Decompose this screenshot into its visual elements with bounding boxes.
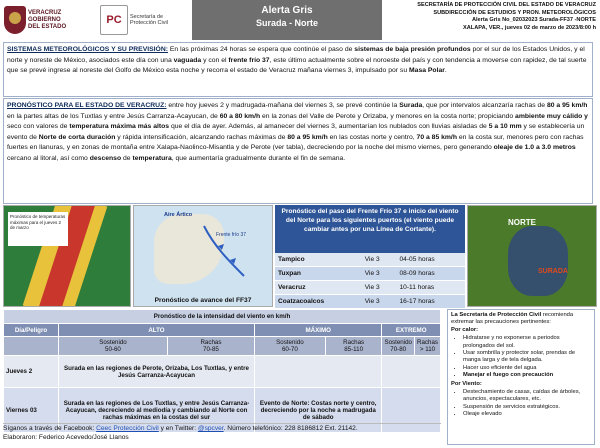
text-bold: 70 a 85 km/h [416,133,457,141]
col-alto: ALTO [59,324,255,337]
text: , este último actualmente sobre el noroeste del país y con tendencia a moverse con rapidez, de tal suerte que se prevé ingrese al noreste del Golfo de México esta noche y recorra el estado de Veracruz mañana viernes 3, impulsado por su [7,56,587,74]
port-name: Tuxpan [275,267,362,281]
ports-table-body [275,253,465,309]
footer-text: . Número telefónico: 228 8186812 Ext. 21142. [223,425,358,432]
wind-intensity-table [3,309,441,422]
pc-logo [100,3,170,37]
row-alto: Surada en las regiones de Perote, Orizaba, Los Tuxtlas, y entre Jesús Carranza-Acayucan [59,356,255,388]
ports-table [275,205,465,307]
sub-header: Sostenido 60-70 [254,337,325,356]
text: de [121,154,133,162]
wind-list [451,389,591,419]
heat-list [451,335,591,379]
header-line-4: XALAPA, VER., jueves 02 de marzo de 2023/8:00 h [463,24,596,31]
front-line-icon [134,206,272,306]
text: seco con valores de [7,123,70,130]
footer [3,423,441,446]
col-maximo: MÁXIMO [254,324,381,337]
text-bold: 60 a 80 km/h [219,112,261,120]
maps-row [3,205,597,308]
port-hours: 10-11 horas [397,281,466,295]
wind-title: Por Viento: [451,380,482,387]
alert-title: Alerta Gris [261,5,313,16]
text: y se establecería un evento de [7,123,585,141]
veracruz-logo [4,3,74,37]
sub-header: Rachas 85-110 [325,337,382,356]
port-name: Veracruz [275,281,362,295]
list-item: • Manejar el fuego con precaución [463,372,591,379]
temperature-map-legend: Pronóstico de temperaturas máximas para el jueves 2 de marzo [8,212,68,246]
sistemas-title: SISTEMAS METEOROLÓGICOS Y SU PREVISIÓN: [7,46,169,53]
header-line-3: Alerta Gris No_02032023 Surada-FF37 -NORTE [471,17,596,24]
footer-text: Síganos a través de Facebook: [3,425,97,432]
list-item: • Hidratarse y no exponerse a periodos prolongados del sol. [463,335,591,350]
sistemas-section [3,42,593,97]
header [0,0,600,41]
arctic-air-label: Aire Ártico [164,212,193,218]
text: en la zonas del Valle de Perote y Orizaba, y menores en la costa norte; propiciando [260,112,516,120]
text-bold: Surada [399,102,423,109]
text: y rápida intensificación, alcanzando rachas máximas de [115,133,288,141]
text-bold: 80 a 95 km/h [546,102,588,109]
alert-banner [192,0,382,40]
table-row [275,281,465,295]
ports-table-header: Pronóstico del paso del Frente Frío 37 e inicio del viento del Norte para los siguientes puertos (el viento puede cambiar antes por una Línea de Cortante). [275,205,465,253]
front-label: Frente frío 37 [216,232,247,238]
table-row [275,295,465,309]
header-line-2: SUBDIRECCIÓN DE ESTUDIOS Y PRON. METEOROLÓGICOS [433,9,596,16]
port-name: Coatzacoalcos [275,295,362,309]
text-bold: ambiente muy cálido y [515,112,588,120]
text: y con el [201,56,229,64]
list-item: • Oleaje elevado [463,411,591,418]
table-row [275,253,465,267]
text-bold: temperatura máxima más altos [69,123,170,130]
text-bold: frente frío 37 [228,56,270,64]
text: En las próximas 24 horas se espera que continúe el paso de [168,46,355,53]
port-hours: 08-09 horas [397,267,466,281]
port-day: Vie 3 [362,295,397,309]
table-row [275,267,465,281]
row-day: Viernes 03 [4,388,59,433]
col-extremo: EXTREMO [382,324,441,337]
heat-title: Por calor: [451,326,479,333]
wind-table-title: Pronóstico de la intensidad del viento en km/h [4,310,441,324]
text-bold: 5 a 10 mm [488,123,522,130]
text-bold: Masa Polar [409,67,445,74]
port-day: Vie 3 [362,281,397,295]
norte-label: NORTE [508,218,536,227]
facebook-link[interactable]: Ceec Protección Civil [96,425,159,432]
sub-header: Sostenido 50-60 [59,337,168,356]
list-item: • Hacer uso eficiente del agua [463,365,591,372]
text: que el día de ayer. Además, al amanecer del viernes 3, aumentarían los nublados con lluvias aisladas de [169,123,489,130]
row-alto: Surada en las regiones de Los Tuxtlas, y entre Jesús Carranza-Acayucan, decreciendo al mediodía y cambiando al Norte con rachas máximas en la costas del sur [59,388,255,433]
text-bold: descenso [89,154,122,162]
front-map-caption: Pronóstico de avance del FF37 [154,297,252,304]
row-maximo: Evento de Norte: Costas norte y centro, decreciendo por la noche a madrugada de sábado [254,388,381,433]
text-bold: vaguada [173,56,202,64]
text: en la costa sur, menores pero con rachas fuertes en llanuras, y en zonas de montaña entre Xalapa-Naolinco-Misantla y de Perote (ver tabla), decreciendo por la noche del mismo viernes, pero generando [7,133,584,151]
logo2-text: Secretaría de Protección Civil [130,13,168,26]
header-info [382,2,596,32]
pc-logo-mark: PC [100,5,128,35]
rec-intro-text: recomienda extremar las precauciones pertinentes: [451,312,574,326]
list-item: • Destechamiento de casas, caídas de árboles, anuncios, espectaculares, etc. [463,389,591,404]
twitter-link[interactable]: @spcver [197,425,224,432]
recommendations-box [447,309,595,445]
surada-label: SURADA [538,268,568,275]
rec-intro [451,312,591,327]
port-name: Tampico [275,253,362,267]
port-hours: 16-17 horas [397,295,466,309]
sub-header: Rachas 70-85 [167,337,254,356]
col-day: Día/Peligro [4,324,59,337]
row-day: Jueves 2 [4,356,59,388]
authors: Elaboraron: Federico Acevedo/José Llanos [3,434,129,441]
text: entre hoy jueves 2 y madrugada-mañana del viernes 3, se prevé continúe la [166,102,400,109]
table-row [4,356,441,388]
text-bold: 80 a 95 km/h [287,133,328,141]
port-day: Vie 3 [362,267,397,281]
pronostico-section [3,98,593,204]
header-line-1: SECRETARÍA DE PROTECCIÓN CIVIL DEL ESTADO DE VERACRUZ [417,2,596,8]
text-bold: Norte de corta duración [38,133,116,141]
text-bold: oleaje de 1.0 a 3.0 metros [493,144,576,151]
rec-intro-bold: La Secretaría de Protección Civil [451,312,542,318]
port-hours: 04-05 horas [397,253,466,267]
front-forecast-map [133,205,273,307]
logo1-text: VERACRUZ GOBIERNO DEL ESTADO [28,9,67,30]
coat-of-arms-icon [4,6,26,34]
text: en la partes altas de los Tuxtlas y entre Jesús Carranza-Acayucan, de [7,112,220,120]
footer-text: y en Twitter: [158,425,198,432]
sub-header: Sostenido 70-80 [382,337,415,356]
text: , que por intervalos alcanzaría rachas de [422,102,547,109]
wind-zones-map [467,205,597,307]
pronostico-title: PRONÓSTICO PARA EL ESTADO DE VERACRUZ: [7,102,167,109]
list-item: • Usar sombrilla y protector solar, prendas de manga larga y de tela delgada. [463,350,591,365]
text: , que aumentaría gradualmente durante el fin de semana. [171,154,346,162]
text: por el sur de los Estados Unidos, y el norte y noreste de México, asociados este día con una [7,46,585,64]
text: . [444,67,447,74]
alert-subtitle: Surada - Norte [255,18,318,28]
temperature-map [3,205,131,307]
text: cercano al litoral, así como [7,154,90,162]
list-item: • Suspensión de servicios estratégicos. [463,404,591,411]
text-bold: temperatura [132,154,172,162]
text: en las costas norte y centro, [327,133,417,141]
text-bold: sistemas de baja presión profundos [354,46,471,53]
sub-header: Rachas > 110 [414,337,440,356]
port-day: Vie 3 [362,253,397,267]
